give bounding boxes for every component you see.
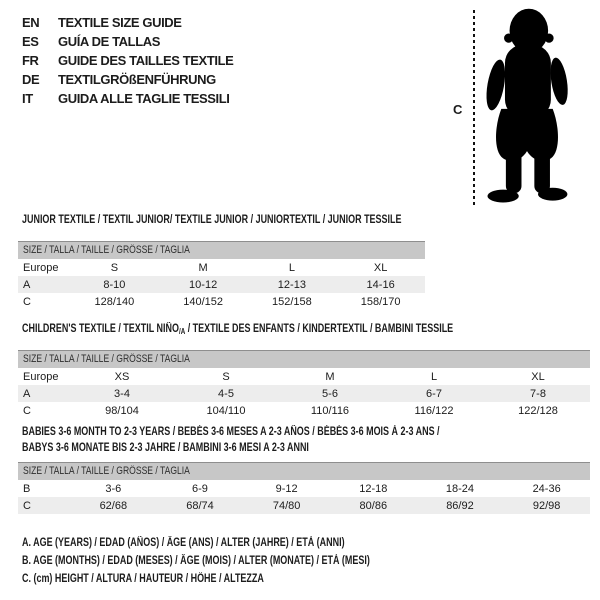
size-table-row: [18, 293, 425, 310]
row-label: Europe: [23, 261, 59, 274]
size-cell: 104/110: [206, 404, 246, 417]
baby-silhouette-icon: [481, 6, 573, 208]
row-label: Europe: [23, 370, 59, 383]
title-text: / TEXTILE DES ENFANTS / KINDERTEXTIL / BAMBINI TESSILE: [185, 323, 454, 335]
row-label: C: [23, 404, 31, 417]
row-label: C: [23, 295, 31, 308]
language-code: IT: [22, 91, 33, 106]
size-cell: 158/170: [360, 295, 401, 308]
size-cell: 74/80: [272, 499, 301, 512]
size-cell: 12-18: [359, 482, 388, 495]
language-label: GUÍA DE TALLAS: [58, 34, 161, 49]
size-cell: L: [288, 261, 295, 274]
size-cell: 3-6: [105, 482, 122, 495]
section-title: JUNIOR TEXTILE / TEXTIL JUNIOR/ TEXTILE JUNIOR / JUNIORTEXTIL / JUNIOR TESSILE: [22, 214, 402, 226]
section-babies-textile: [18, 424, 590, 514]
size-cell: S: [110, 261, 119, 274]
children-size-table: [18, 368, 590, 419]
size-header-bar: SIZE / TALLA / TAILLE / GRÖSSE / TAGLIA: [18, 241, 425, 259]
size-cell: 80/86: [359, 499, 388, 512]
footnote-a: A. AGE (YEARS) / EDAD (AÑOS) / ÂGE (ANS) / ALTER (JAHRE) / ETÀ (ANNI): [22, 537, 345, 549]
section-title: [22, 322, 590, 339]
size-cell: XS: [114, 370, 130, 383]
size-cell: 8-10: [103, 278, 126, 291]
title-line-2: BABYS 3-6 MONATE BIS 2-3 JAHRE / BAMBINI 3-6 MESI A 2-3 ANNI: [22, 442, 309, 454]
language-label: TEXTILGRÖßENFÜHRUNG: [58, 72, 216, 87]
language-label: GUIDA ALLE TAGLIE TESSILI: [58, 91, 230, 106]
language-code: DE: [22, 72, 40, 87]
size-cell: 110/116: [310, 404, 350, 417]
footnote-b: B. AGE (MONTHS) / EDAD (MESES) / ÂGE (MOIS) / ALTER (MONATE) / ETÀ (MESI): [22, 555, 370, 567]
size-cell: 9-12: [275, 482, 298, 495]
size-header-bar: SIZE / TALLA / TAILLE / GRÖSSE / TAGLIA: [18, 462, 590, 480]
size-cell: 140/152: [183, 295, 223, 308]
size-table-row: [18, 259, 425, 276]
row-label: A: [23, 387, 31, 400]
row-label: C: [23, 499, 31, 512]
size-header-bar: SIZE / TALLA / TAILLE / GRÖSSE / TAGLIA: [18, 350, 590, 368]
size-cell: 7-8: [530, 387, 546, 400]
size-cell: 24-36: [532, 482, 561, 495]
language-row-fr: [22, 51, 233, 70]
size-cell: L: [430, 370, 438, 383]
babies-size-table: [18, 480, 590, 514]
title-text: CHILDREN'S TEXTILE / TEXTIL NIÑO: [22, 323, 179, 335]
size-cell: XL: [531, 370, 545, 383]
junior-size-table: [18, 259, 425, 310]
size-cell: 86/92: [446, 499, 474, 512]
size-cell: 18-24: [445, 482, 475, 495]
language-row-en: [22, 13, 233, 32]
row-label: B: [23, 482, 31, 495]
language-label: TEXTILE SIZE GUIDE: [58, 15, 182, 30]
footnotes: [22, 534, 468, 588]
height-measure-label: C: [453, 102, 463, 117]
language-code: ES: [22, 34, 39, 49]
size-table-row: [18, 480, 590, 497]
size-cell: 12-13: [277, 278, 306, 291]
height-measure-dashed-line: [473, 10, 475, 206]
language-label: GUIDE DES TAILLES TEXTILE: [58, 53, 234, 68]
size-cell: XL: [373, 261, 388, 274]
size-cell: 10-12: [189, 278, 218, 291]
language-row-es: [22, 32, 233, 51]
size-cell: 14-16: [366, 278, 395, 291]
size-cell: 92/98: [532, 499, 561, 512]
row-label: A: [23, 278, 31, 291]
footnote-c: C. (cm) HEIGHT / ALTURA / HAUTEUR / HÖHE / ALTEZZA: [22, 573, 264, 585]
language-row-de: [22, 70, 233, 89]
size-cell: 116/122: [414, 404, 454, 417]
size-cell: 128/140: [94, 295, 135, 308]
section-junior-textile: [18, 213, 425, 310]
size-cell: 152/158: [271, 295, 312, 308]
size-cell: 3-4: [114, 387, 130, 400]
section-title: [22, 424, 590, 456]
size-table-row: [18, 402, 590, 419]
language-row-it: [22, 89, 233, 108]
size-cell: 6-9: [192, 482, 208, 495]
size-cell: 68/74: [186, 499, 214, 512]
size-cell: 6-7: [426, 387, 442, 400]
size-table-row: [18, 276, 425, 293]
size-cell: 122/128: [518, 404, 558, 417]
size-table-row: [18, 385, 590, 402]
language-list: [22, 13, 233, 108]
size-cell: 98/104: [105, 404, 139, 417]
title-subscript: /A: [178, 327, 186, 336]
size-cell: M: [325, 370, 335, 383]
size-cell: 4-5: [218, 387, 234, 400]
size-cell: M: [198, 261, 208, 274]
size-table-row: [18, 497, 590, 514]
size-cell: S: [222, 370, 230, 383]
size-table-row: [18, 368, 590, 385]
size-cell: 62/68: [99, 499, 128, 512]
language-code: EN: [22, 15, 40, 30]
size-cell: 5-6: [322, 387, 338, 400]
section-children-textile: [18, 322, 590, 419]
title-line-1: BABIES 3-6 MONTH TO 2-3 YEARS / BEBÉS 3-6 MESES A 2-3 AÑOS / BÉBÉS 3-6 MOIS À 2-3 ANS /: [22, 426, 440, 438]
language-code: FR: [22, 53, 39, 68]
